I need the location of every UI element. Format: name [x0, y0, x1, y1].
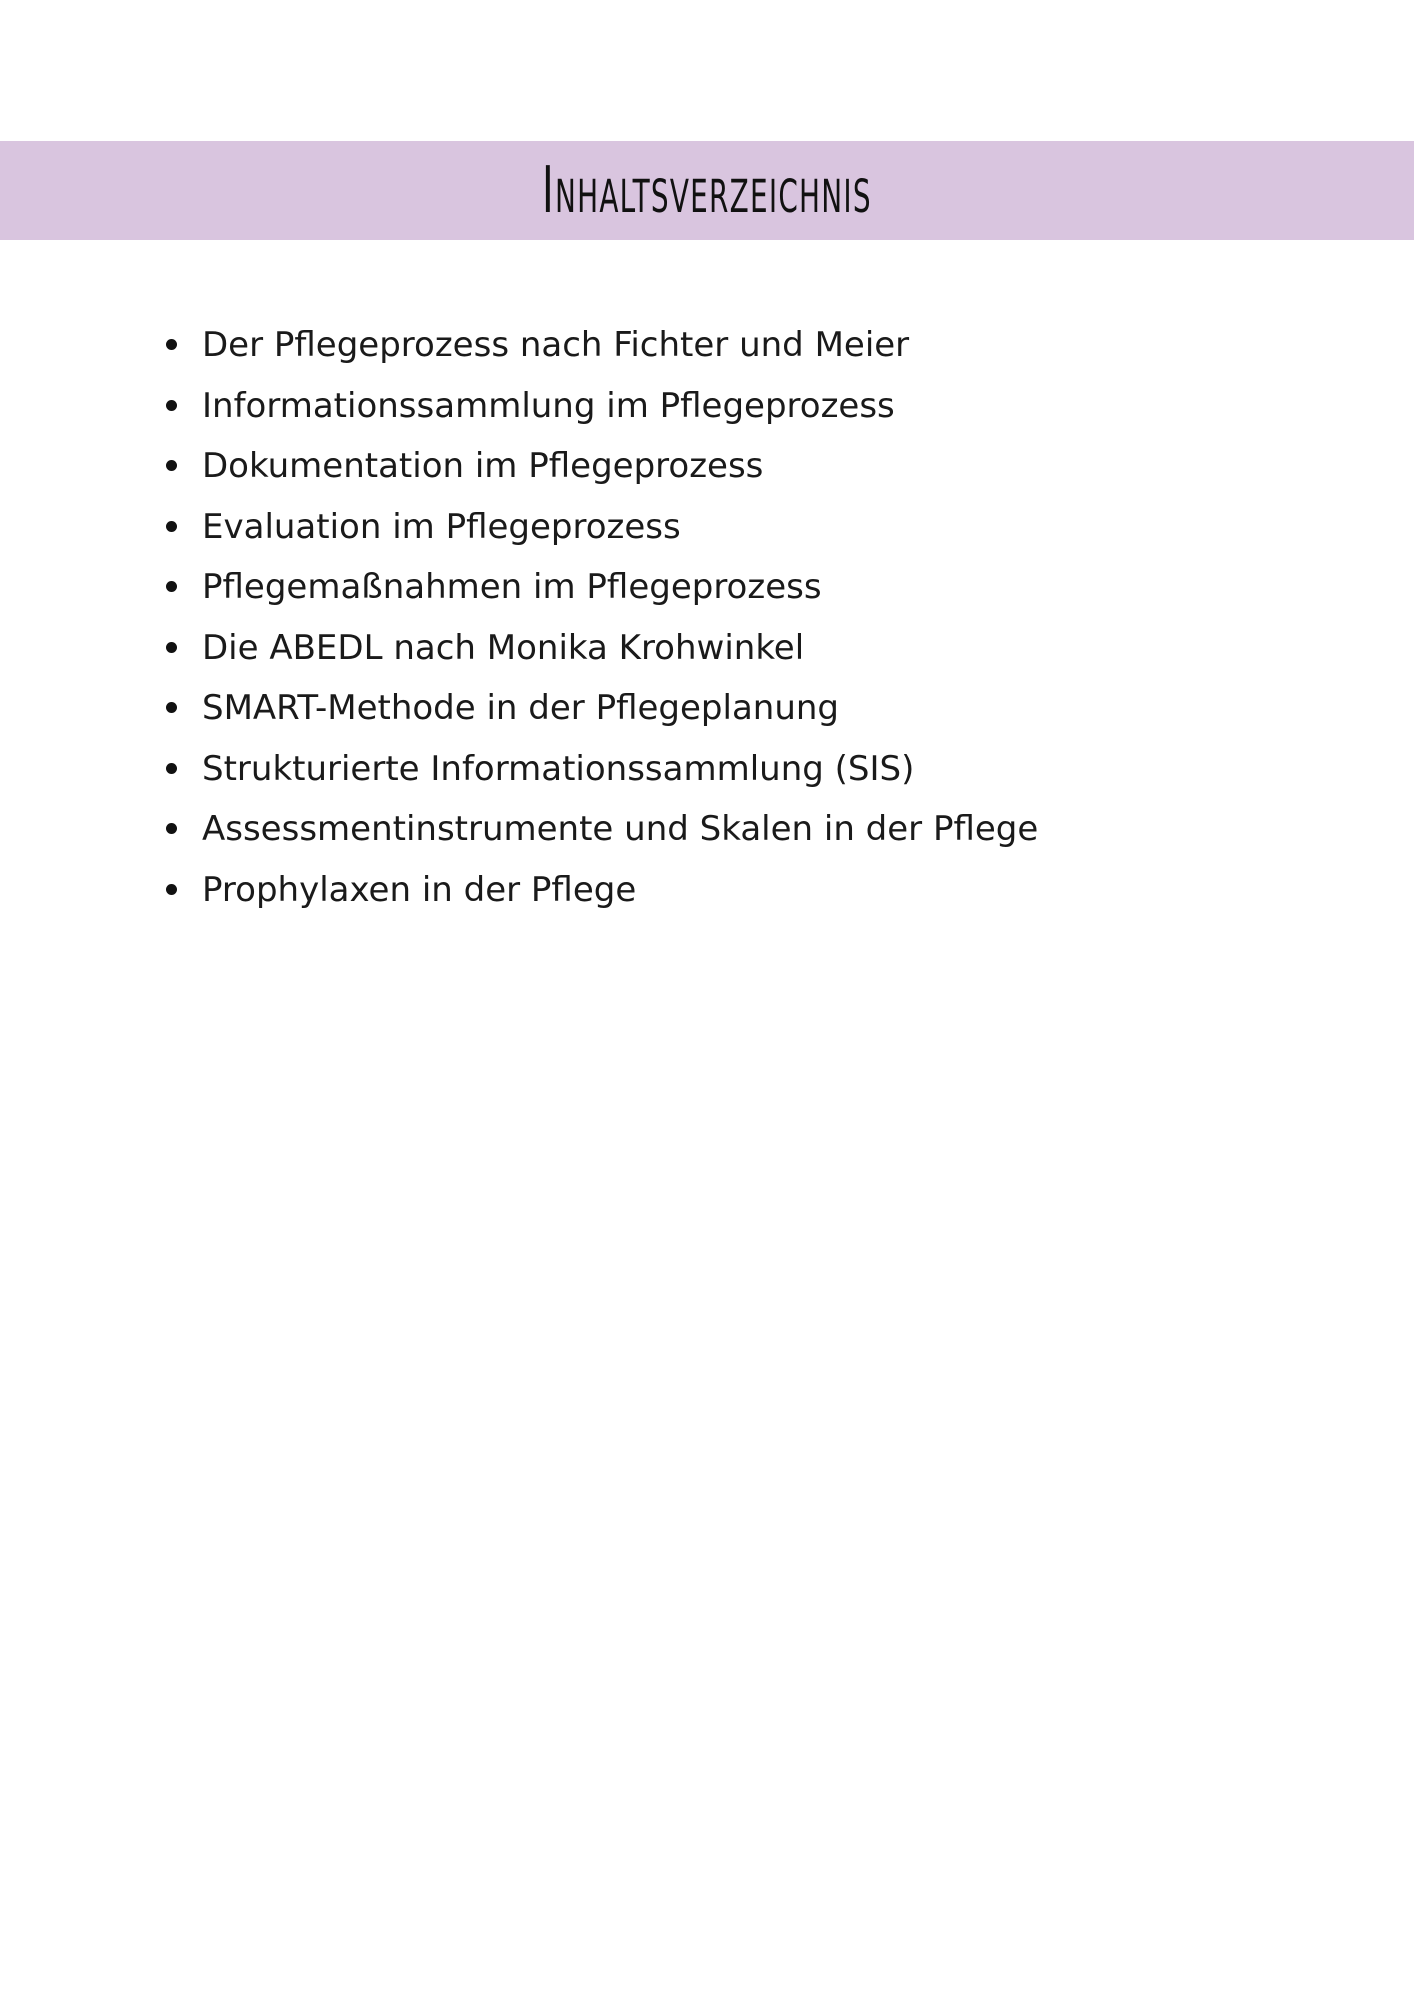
- bullet-icon: [166, 823, 177, 834]
- toc-item-label: Evaluation im Pflegeprozess: [202, 506, 681, 547]
- bullet-icon: [166, 339, 177, 350]
- toc-item: [200, 562, 1038, 623]
- toc-item: [200, 804, 1038, 865]
- bullet-icon: [166, 763, 177, 774]
- bullet-icon: [166, 642, 177, 653]
- bullet-icon: [166, 521, 177, 532]
- toc-item-label: Der Pflegeprozess nach Fichter und Meier: [202, 325, 910, 365]
- toc-item: [200, 744, 1038, 805]
- bullet-icon: [166, 581, 177, 592]
- toc-item-label: Prophylaxen in der Pflege: [202, 869, 637, 910]
- bullet-icon: [166, 400, 177, 411]
- toc-item-label: Die ABEDL nach Monika Krohwinkel: [202, 627, 805, 668]
- toc-item-label: Dokumentation im Pflegeprozess: [202, 446, 764, 486]
- toc-item: [200, 381, 1038, 442]
- toc-item: [200, 320, 1038, 381]
- toc-item: [200, 441, 1038, 502]
- table-of-contents: [200, 320, 1038, 925]
- toc-item-label: SMART-Methode in der Pflegeplanung: [202, 688, 840, 728]
- bullet-icon: [166, 702, 177, 713]
- toc-item: [200, 623, 1038, 684]
- title-band: [0, 141, 1414, 240]
- bullet-icon: [166, 884, 177, 895]
- toc-item: [200, 865, 1038, 926]
- toc-item-label: Informationssammlung im Pflegeprozess: [202, 385, 895, 426]
- page-title: Inhaltsverzeichnis: [542, 153, 872, 228]
- toc-item-label: Strukturierte Informationssammlung (SIS): [202, 748, 915, 789]
- toc-item: [200, 683, 1038, 744]
- toc-item-label: Pflegemaßnahmen im Pflegeprozess: [202, 567, 822, 607]
- toc-item-label: Assessmentinstrumente und Skalen in der Pflege: [202, 809, 1039, 849]
- toc-item: [200, 502, 1038, 563]
- bullet-icon: [166, 460, 177, 471]
